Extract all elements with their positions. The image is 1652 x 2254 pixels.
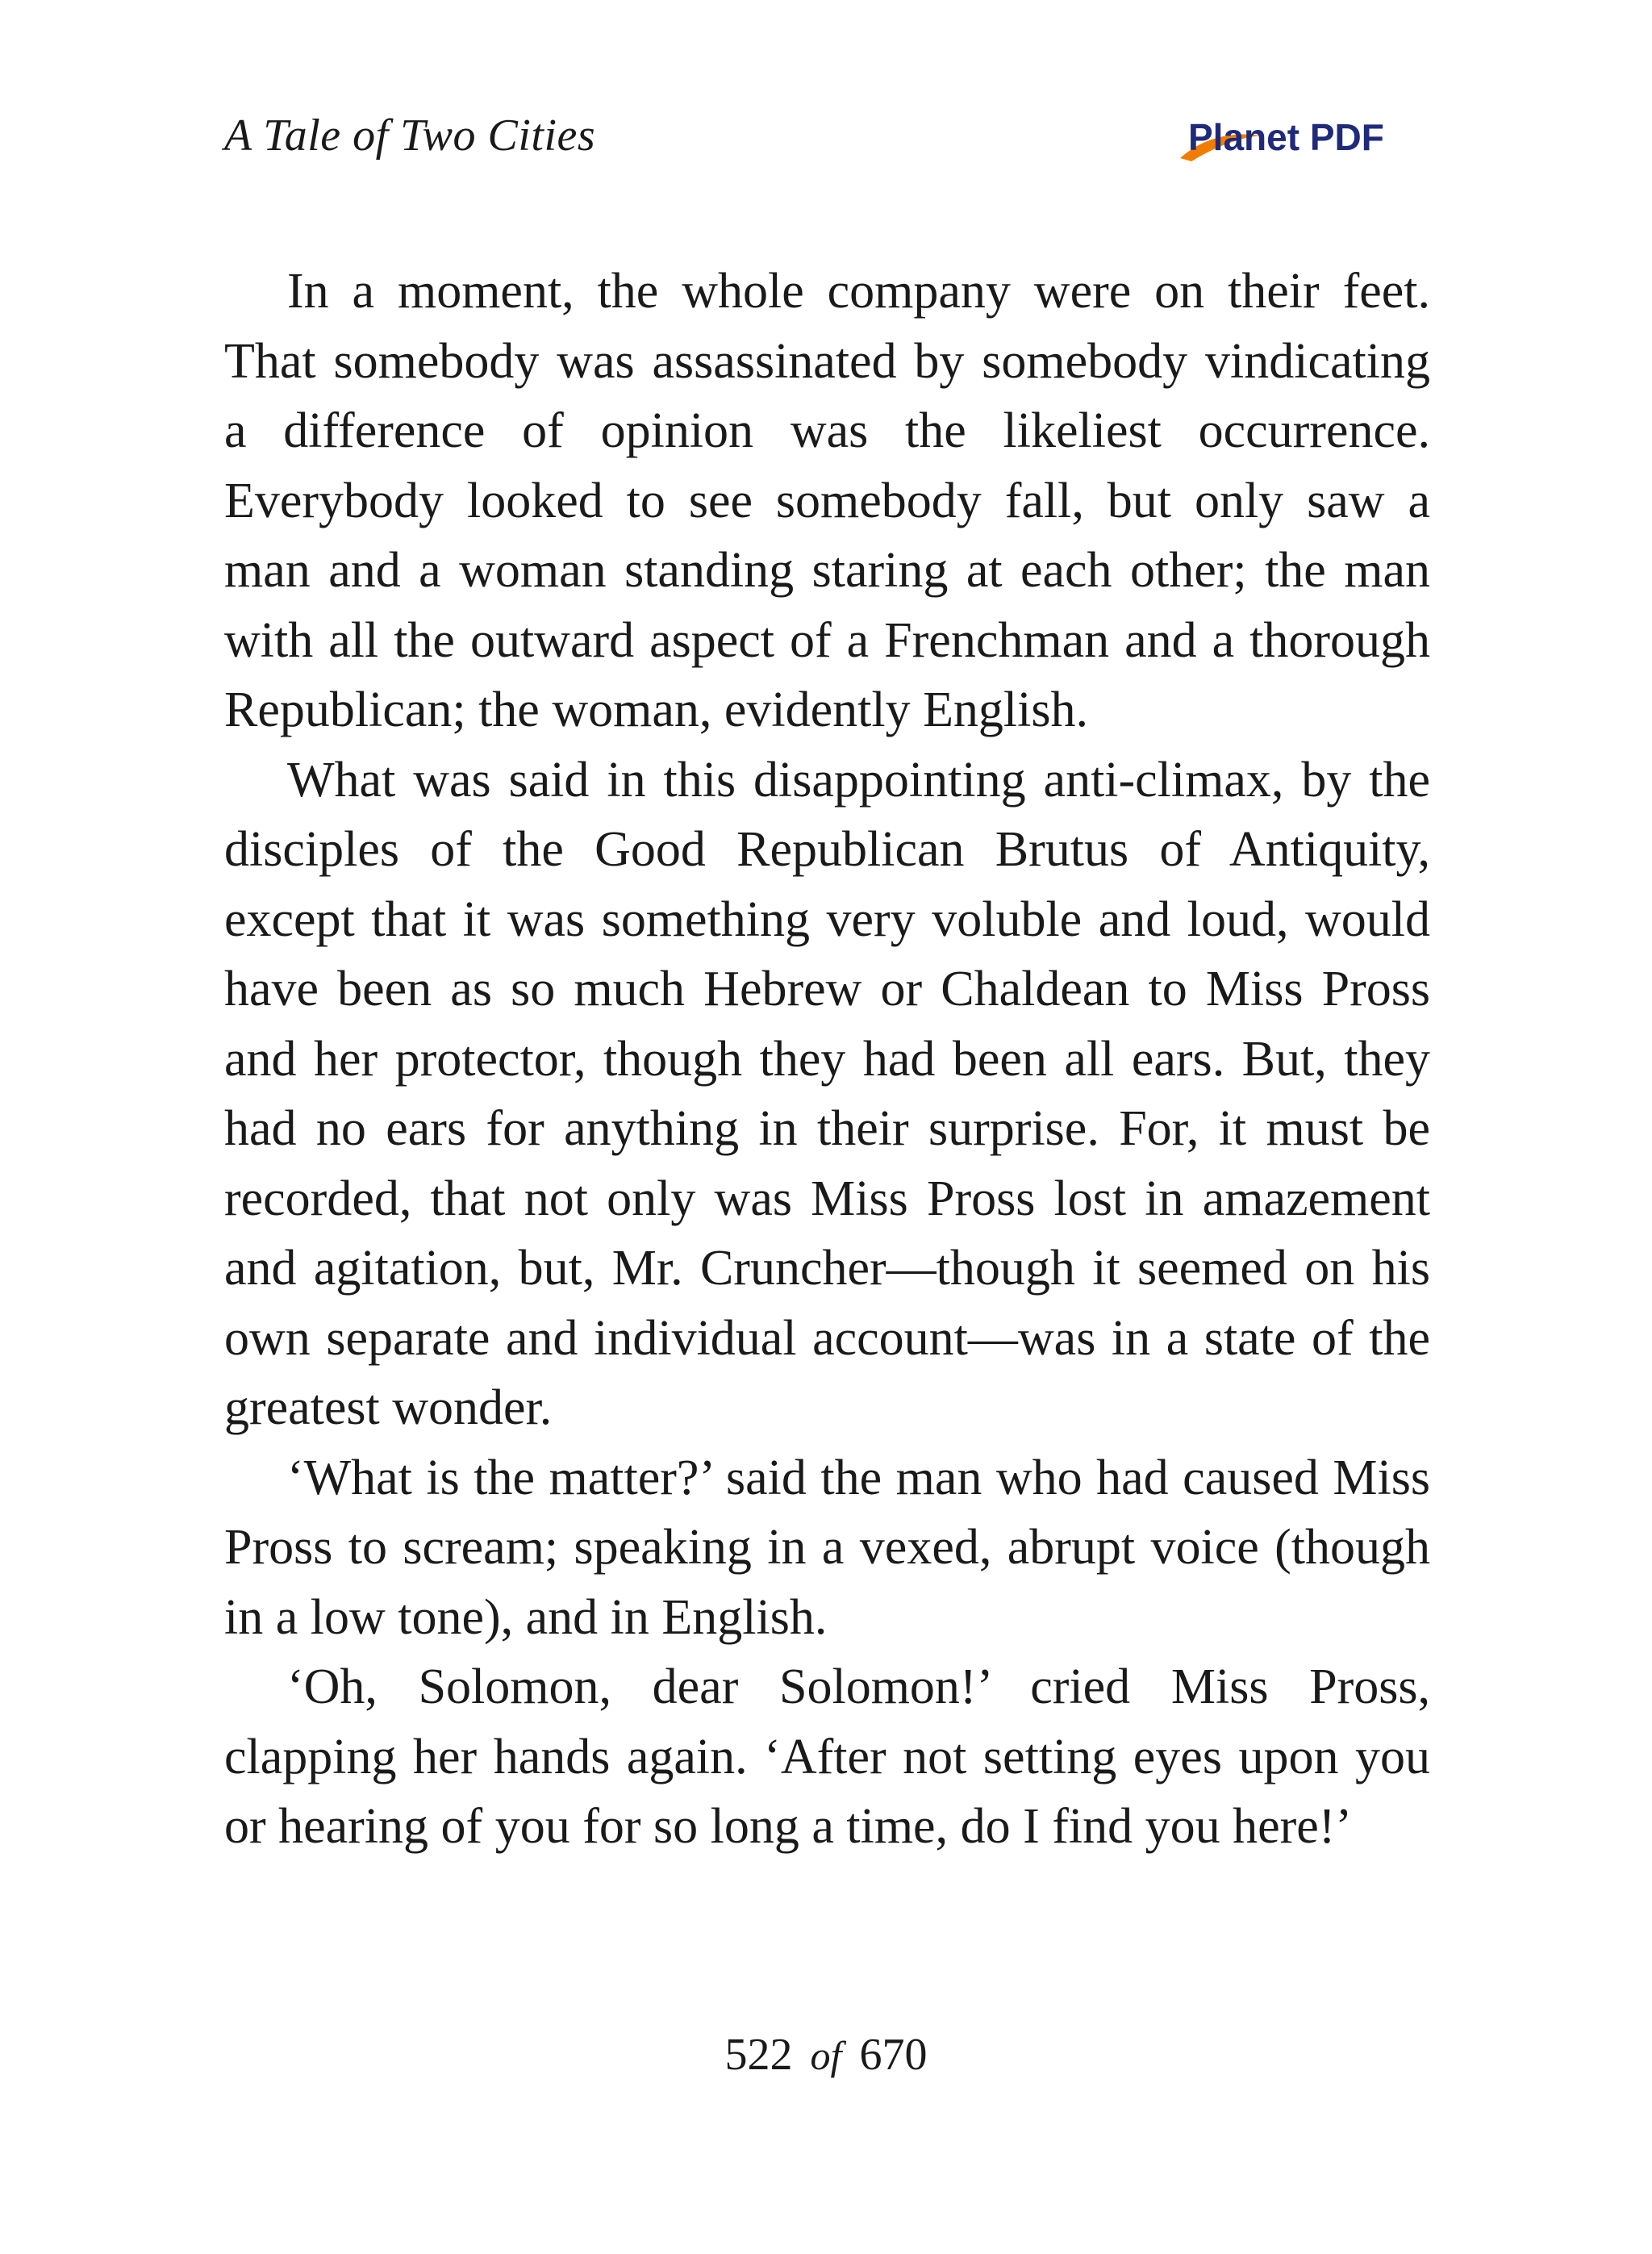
paragraph: In a moment, the whole company were on their feet. That somebody was assassinated by somebody vindicating a difference of opinion was the likeliest occurrence. Everybody looked to see somebody fall, but only saw a man and a woman standing staring at each other; the man with all the outward aspect of a Frenchman and a thorough Republican; the woman, evidently English.: [224, 264, 1430, 737]
chapter-text: [224, 257, 1430, 1862]
planet-pdf-logo: [1164, 103, 1430, 176]
total-page-count: 670: [859, 2030, 928, 2080]
paragraph: ‘Oh, Solomon, dear Solomon!’ cried Miss Pross, clapping her hands again. ‘After not setting eyes upon you or hearing of you for so long a time, do I find you here!’: [224, 1659, 1430, 1854]
logo-text: Planet PDF: [1188, 116, 1384, 158]
page-header: [224, 103, 1430, 176]
current-page-number: 522: [724, 2030, 793, 2080]
paragraph: ‘What is the matter?’ said the man who had caused Miss Pross to scream; speaking in a vexed, abrupt voice (though in a low tone), and in English.: [224, 1450, 1430, 1645]
page-number: [0, 2029, 1652, 2081]
book-title: A Tale of Two Cities: [224, 111, 596, 161]
paragraph: What was said in this disappointing anti-climax, by the disciples of the Good Republican Brutus of Antiquity, except that it was something very voluble and loud, would have been as so much Hebrew or Chaldean to Miss Pross and her protector, though they had been all ears. But, they had no ears for anything in their surprise. For, it must be recorded, that not only was Miss Pross lost in amazement and agitation, but, Mr. Cruncher—though it seemed on his own separate and individual account—was in a state of the greatest wonder.: [224, 752, 1430, 1435]
page-separator: of: [810, 2033, 842, 2078]
